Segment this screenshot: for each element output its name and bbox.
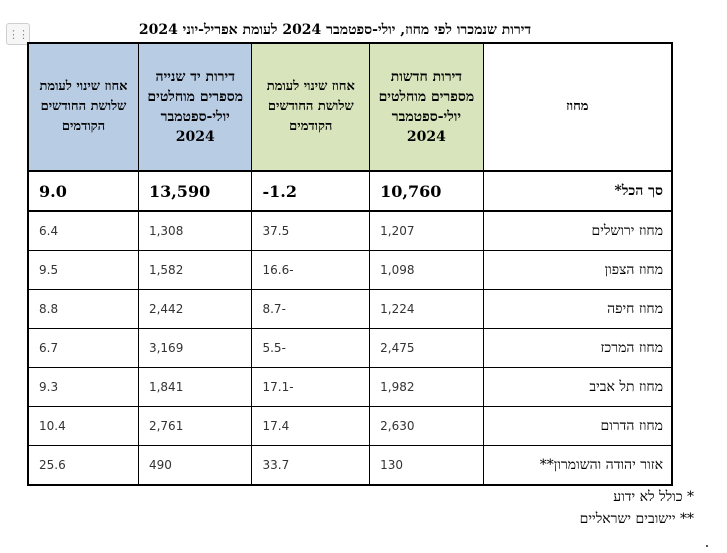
district-name: מחוז תל אביב xyxy=(483,368,672,407)
district-name: מחוז חיפה xyxy=(483,290,672,329)
cursor-mark xyxy=(706,545,708,547)
new-change: 17.1- xyxy=(252,368,370,407)
new-sold: 1,207 xyxy=(370,211,484,251)
table-row xyxy=(28,211,672,251)
new-change: 16.6- xyxy=(252,251,370,290)
district-name: מחוז המרכז xyxy=(483,329,672,368)
new-change: 5.5- xyxy=(252,329,370,368)
footnote-settlements: ** יישובים ישראליים xyxy=(579,511,694,527)
second-change: 25.6 xyxy=(28,446,138,486)
second-change: 9.3 xyxy=(28,368,138,407)
footnote-unknown: * כולל לא ידוע xyxy=(613,489,694,505)
new-change: 33.7 xyxy=(252,446,370,486)
second-sold: 490 xyxy=(138,446,252,486)
second-change: 10.4 xyxy=(28,407,138,446)
table-row xyxy=(28,290,672,329)
total-second-change: 9.0 xyxy=(28,171,138,211)
table-title: דירות שנמכרו לפי מחוז, יולי-ספטמבר 2024 לעומת אפריל-יוני 2024 xyxy=(138,22,532,38)
district-name: מחוז הדרום xyxy=(483,407,672,446)
header-new-sold: דירות חדשות מספרים מוחלטים יולי-ספטמבר 2024 xyxy=(370,43,484,171)
second-sold: 1,582 xyxy=(138,251,252,290)
total-row xyxy=(28,171,672,211)
second-change: 6.7 xyxy=(28,329,138,368)
new-sold: 2,475 xyxy=(370,329,484,368)
total-second-sold: 13,590 xyxy=(138,171,252,211)
second-sold: 2,761 xyxy=(138,407,252,446)
second-sold: 3,169 xyxy=(138,329,252,368)
header-new-change: אחוז שינוי לעומת שלושת החודשים הקודמים xyxy=(252,43,370,171)
table-row xyxy=(28,251,672,290)
second-sold: 1,841 xyxy=(138,368,252,407)
data-table xyxy=(27,42,673,486)
header-row xyxy=(28,43,672,171)
table-row xyxy=(28,446,672,486)
new-sold: 2,630 xyxy=(370,407,484,446)
drag-handle-icon[interactable]: ⋮⋮ xyxy=(6,23,30,45)
new-change: 8.7- xyxy=(252,290,370,329)
new-change: 17.4 xyxy=(252,407,370,446)
total-new-change: -1.2 xyxy=(252,171,370,211)
table-row xyxy=(28,407,672,446)
second-change: 9.5 xyxy=(28,251,138,290)
district-name: מחוז ירושלים xyxy=(483,211,672,251)
second-sold: 1,308 xyxy=(138,211,252,251)
second-change: 6.4 xyxy=(28,211,138,251)
new-sold: 130 xyxy=(370,446,484,486)
header-second-change: אחוז שינוי לעומת שלושת החודשים הקודמים xyxy=(28,43,138,171)
district-name: מחוז הצפון xyxy=(483,251,672,290)
header-second-sold: דירות יד שנייה מספרים מוחלטים יולי-ספטמבר 2024 xyxy=(138,43,252,171)
total-new-sold: 10,760 xyxy=(370,171,484,211)
new-sold: 1,098 xyxy=(370,251,484,290)
district-name: אזור יהודה והשומרון** xyxy=(483,446,672,486)
new-sold: 1,224 xyxy=(370,290,484,329)
table-row xyxy=(28,368,672,407)
table-row xyxy=(28,329,672,368)
second-sold: 2,442 xyxy=(138,290,252,329)
second-change: 8.8 xyxy=(28,290,138,329)
new-change: 37.5 xyxy=(252,211,370,251)
new-sold: 1,982 xyxy=(370,368,484,407)
total-label: סך הכל* xyxy=(483,171,672,211)
header-district: מחוז xyxy=(483,43,672,171)
